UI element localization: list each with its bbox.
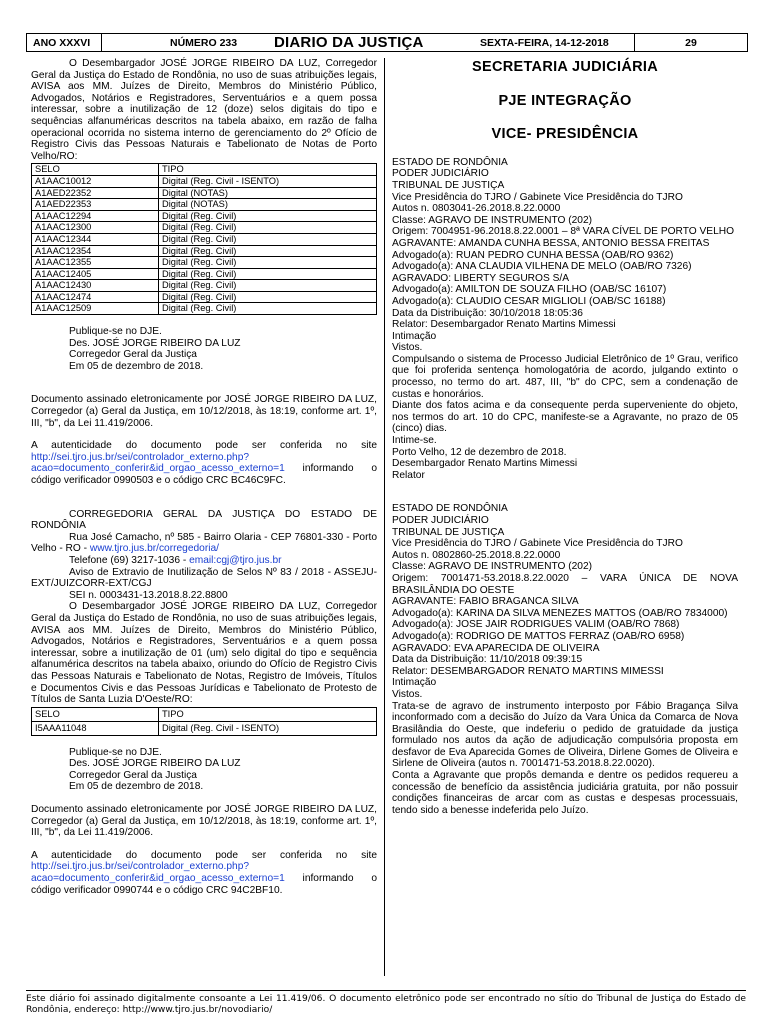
case-line: Relator: DESEMBARGADOR RENATO MARTINS MIMESSI bbox=[392, 665, 664, 677]
section-title-secretaria: SECRETARIA JUDICIÁRIA bbox=[472, 59, 658, 75]
notice2-sig-role: Corregedor Geral da Justiça bbox=[69, 769, 197, 781]
table-header-tipo: TIPO bbox=[159, 164, 377, 176]
case-line: Vice Presidência do TJRO / Gabinete Vice Presidência do TJRO bbox=[392, 191, 683, 203]
notice1-intro: O Desembargador JOSÉ JORGE RIBEIRO DA LUZ, Corregedor Geral da Justiça do Estado de Rondônia, no uso de suas atribuições legais, AVISA aos MM. Juízes de Direito, Membros do Ministério Público, Advogados, Notários e Registradores, Serventuários e a quem possa interessar, sobre a inutilização de 12 (doze) selos digitais do tipo e sequências alfanuméricas descritos na tabela abaixo, em razão de falha operacional ocorrida no sistema interno de gerenciamento do 2º Ofício de Registro Civis das Pessoas Naturais e Tabelionato de Notas de Porto Velho/RO: bbox=[31, 58, 377, 162]
selo-cell: A1AED22353 bbox=[32, 199, 159, 211]
table-row bbox=[32, 291, 377, 303]
notice1-selos-table bbox=[31, 163, 377, 315]
selo-cell: A1AAC12300 bbox=[32, 222, 159, 234]
table-row bbox=[32, 222, 377, 234]
case-line: Data da Distribuição: 30/10/2018 18:05:36 bbox=[392, 307, 583, 319]
case-line: AGRAVADO: EVA APARECIDA DE OLIVEIRA bbox=[392, 642, 600, 654]
notice2-sig-publique: Publique-se no DJE. bbox=[69, 746, 162, 758]
case-line: Advogado(a): KARINA DA SILVA MENEZES MATTOS (OAB/RO 7834000) bbox=[392, 607, 728, 619]
selo-cell: A1AAC12509 bbox=[32, 303, 159, 315]
case-line: PODER JUDICIÁRIO bbox=[392, 515, 489, 526]
case-line: Advogado(a): AMILTON DE SOUZA FILHO (OAB/SC 16107) bbox=[392, 284, 667, 296]
selo-cell: A1AAC12355 bbox=[32, 257, 159, 269]
case-line: AGRAVANTE: AMANDA CUNHA BESSA, ANTONIO BESSA FREITAS bbox=[392, 237, 710, 249]
case-line: Origem: 7001471-53.2018.8.22.0020 – VARA ÚNICA DE NOVA BRASILÂNDIA DO OESTE bbox=[392, 572, 738, 596]
sei-verify-link[interactable]: http://sei.tjro.jus.br/sei/controlador_externo.php?acao=documento_conferir&id_orgao_acesso_externo=1 bbox=[31, 451, 285, 475]
auth-text: A autenticidade do documento pode ser conferida no site bbox=[31, 440, 377, 452]
page-header bbox=[26, 33, 748, 52]
header-title: DIARIO DA JUSTIÇA bbox=[274, 34, 424, 51]
page-footer: Este diário foi assinado digitalmente consoante a Lei 11.419/06. O documento eletrônico pode ser encontrado no sítio do Tribunal de Justiça do Estado de Rondônia, endereço: http://www.tjro.jus.br/novodiario/ bbox=[26, 990, 746, 1016]
notice1-autenticidade bbox=[31, 440, 377, 486]
table-row bbox=[32, 303, 377, 315]
table-header-row bbox=[32, 707, 377, 721]
column-divider bbox=[384, 58, 385, 976]
auth-text-post: informando o código verificador 0990744 e o código CRC 94C2BF10. bbox=[31, 873, 377, 896]
case-line: Autos n. 0803041-26.2018.8.22.0000 bbox=[392, 203, 561, 215]
case-line: Relator: Desembargador Renato Martins Mimessi bbox=[392, 319, 616, 331]
case-line: Vice Presidência do TJRO / Gabinete Vice Presidência do TJRO bbox=[392, 538, 683, 550]
case-line: AGRAVADO: LIBERTY SEGUROS S/A bbox=[392, 272, 570, 284]
email-link[interactable]: email:cgj@tjro.jus.br bbox=[189, 554, 282, 566]
table-row bbox=[32, 233, 377, 245]
case-line: Trata-se de agravo de instrumento interposto por Fábio Bragança Silva inconformado com a decisão do Juízo da Vara Única da Comarca de Nova Brasilândia do Oeste, que indeferiu o pedido de gratuidade da justiça formulado nos autos da ação de adjudicação compulsória proposta em desfavor de Eva Aparecida Gomes de Oliveira, Dirlene Gomes de Oliveira e Sirlene de Oliveira (autos n. 7001471-53.2018.8.22.0020). bbox=[392, 700, 738, 770]
case-line: Advogado(a): ANA CLAUDIA VILHENA DE MELO (OAB/RO 7326) bbox=[392, 261, 692, 273]
table-header-row bbox=[32, 164, 377, 176]
selo-cell: A1AAC10012 bbox=[32, 175, 159, 187]
case-line: Diante dos fatos acima e da consequente perda superveniente do objeto, nos termos do art. 10 do CPC, manifeste-se a Agravante, no prazo de 05 (cinco) dias. bbox=[392, 400, 738, 435]
tipo-cell: Digital (Reg. Civil) bbox=[159, 210, 377, 222]
tipo-cell: Digital (Reg. Civil) bbox=[159, 257, 377, 269]
auth-text-post: informando o código verificador 0990503 e o código CRC BC46C9FC. bbox=[31, 463, 377, 486]
tipo-cell: Digital (Reg. Civil) bbox=[159, 303, 377, 315]
table-row bbox=[32, 280, 377, 292]
selo-cell: I5AAA11048 bbox=[32, 721, 159, 735]
case-line: Advogado(a): CLAUDIO CESAR MIGLIOLI (OAB/SC 16188) bbox=[392, 295, 666, 307]
selo-cell: A1AAC12344 bbox=[32, 233, 159, 245]
case1 bbox=[392, 157, 738, 482]
header-date: SEXTA-FEIRA, 14-12-2018 bbox=[480, 36, 609, 49]
notice1-assinado: Documento assinado eletronicamente por JOSÉ JORGE RIBEIRO DA LUZ, Corregedor (a) Geral da Justiça, em 10/12/2018, às 18:19, conforme art. 1º, III, "b", da Lei 11.419/2006. bbox=[31, 394, 377, 429]
case-line: Origem: 7004951-96.2018.8.22.0001 – 8ª VARA CÍVEL DE PORTO VELHO bbox=[392, 226, 735, 238]
table-header-tipo: TIPO bbox=[159, 707, 377, 721]
selo-cell: A1AAC12405 bbox=[32, 268, 159, 280]
tipo-cell: Digital (Reg. Civil) bbox=[159, 245, 377, 257]
case-line: Advogado(a): JOSE JAIR RODRIGUES VALIM (OAB/RO 7868) bbox=[392, 619, 680, 631]
section-title-vice-presidencia: VICE- PRESIDÊNCIA bbox=[491, 126, 639, 143]
notice2-sig-name: Des. JOSÉ JORGE RIBEIRO DA LUZ bbox=[69, 758, 241, 770]
phone-text: Telefone (69) 3217-1036 - bbox=[69, 554, 190, 566]
notice2-aviso: Aviso de Extravio de Inutilização de Selos Nº 83 / 2018 - ASSEJU-EXT/JUIZCORR-EXT/CGJ bbox=[31, 566, 377, 590]
tipo-cell: Digital (Reg. Civil) bbox=[159, 268, 377, 280]
section-title-pje: PJE INTEGRAÇÃO bbox=[498, 92, 632, 109]
case-line: Intimação bbox=[392, 330, 437, 342]
table-header-selo: SELO bbox=[32, 707, 159, 721]
case-line: Vistos. bbox=[392, 688, 423, 700]
selo-cell: A1AAC12474 bbox=[32, 291, 159, 303]
selo-cell: A1AED22352 bbox=[32, 187, 159, 199]
case-line: Classe: AGRAVO DE INSTRUMENTO (202) bbox=[392, 214, 593, 226]
table-row bbox=[32, 268, 377, 280]
notice1-sig-role: Corregedor Geral da Justiça bbox=[69, 349, 197, 361]
case-line: Data da Distribuição: 11/10/2018 09:39:15 bbox=[392, 654, 583, 666]
header-ano: ANO XXXVI bbox=[27, 34, 102, 51]
case-line: Relator bbox=[392, 469, 425, 481]
case-line: Intime-se. bbox=[392, 435, 437, 447]
tipo-cell: Digital (NOTAS) bbox=[159, 199, 377, 211]
auth-text: A autenticidade do documento pode ser conferida no site bbox=[31, 849, 377, 861]
case-line: Intimação bbox=[392, 677, 437, 689]
case-line: Autos n. 0802860-25.2018.8.22.0000 bbox=[392, 549, 561, 561]
case-line: AGRAVANTE: FABIO BRAGANCA SILVA bbox=[392, 596, 579, 608]
case-line: Compulsando o sistema de Processo Judicial Eletrônico de 1º Grau, verifico que foi proferida sentença homologatória de acordo, julgando extinto o processo, no termo do art. 487, III, "b" do CPC, sem a condenação de custas e honorários. bbox=[392, 353, 738, 400]
case-line: Advogado(a): RODRIGO DE MATTOS FERRAZ (OAB/RO 6958) bbox=[392, 630, 685, 642]
case-line: Porto Velho, 12 de dezembro de 2018. bbox=[392, 446, 567, 458]
case-line: TRIBUNAL DE JUSTIÇA bbox=[392, 179, 505, 191]
table-row bbox=[32, 245, 377, 257]
notice2-autenticidade bbox=[31, 850, 377, 896]
tipo-cell: Digital (Reg. Civil) bbox=[159, 291, 377, 303]
header-page-number: 29 bbox=[634, 34, 747, 51]
table-row bbox=[32, 257, 377, 269]
case-line: Conta a Agravante que propôs demanda e dentre os pedidos requereu a concessão de benefício da assistência judiciária gratuita, por não possuir condições financeiras de arcar com as custas e despesas processuais, tendo sido a benesse indeferida pelo Juízo. bbox=[392, 770, 738, 816]
selo-cell: A1AAC12294 bbox=[32, 210, 159, 222]
notice2-phone bbox=[31, 555, 377, 567]
tipo-cell: Digital (Reg. Civil) bbox=[159, 233, 377, 245]
notice2-assinado: Documento assinado eletronicamente por JOSÉ JORGE RIBEIRO DA LUZ, Corregedor (a) Geral da Justiça, em 10/12/2018, às 18:19, conforme art. 1º, III, "b", da Lei 11.419/2006. bbox=[31, 804, 377, 839]
notice2-address bbox=[31, 532, 377, 555]
tipo-cell: Digital (NOTAS) bbox=[159, 187, 377, 199]
tipo-cell: Digital (Reg. Civil) bbox=[159, 222, 377, 234]
right-column bbox=[392, 58, 738, 816]
tipo-cell: Digital (Reg. Civil - ISENTO) bbox=[159, 175, 377, 187]
corregedoria-link[interactable]: www.tjro.jus.br/corregedoria/ bbox=[89, 543, 219, 555]
notice2-heading: CORREGEDORIA GERAL DA JUSTIÇA DO ESTADO DE RONDÔNIA bbox=[31, 508, 377, 532]
case2 bbox=[392, 503, 738, 816]
case-line: Desembargador Renato Martins Mimessi bbox=[392, 458, 578, 470]
left-column bbox=[31, 58, 377, 896]
case-line: Classe: AGRAVO DE INSTRUMENTO (202) bbox=[392, 561, 593, 573]
notice2-sig-date: Em 05 de dezembro de 2018. bbox=[69, 781, 204, 793]
case-line: ESTADO DE RONDÔNIA bbox=[392, 156, 508, 168]
header-numero: NÚMERO 233 bbox=[170, 36, 238, 49]
case-line: ESTADO DE RONDÔNIA bbox=[392, 503, 508, 515]
notice2-sei: SEI n. 0003431-13.2018.8.22.8800 bbox=[69, 589, 228, 601]
address-text: Rua José Camacho, nº 585 - Bairro Olaria - CEP 76801-330 - Porto Velho - RO - bbox=[31, 531, 377, 555]
table-row bbox=[32, 175, 377, 187]
selo-cell: A1AAC12430 bbox=[32, 280, 159, 292]
case-line: TRIBUNAL DE JUSTIÇA bbox=[392, 526, 505, 538]
case-line: Advogado(a): RUAN PEDRO CUNHA BESSA (OAB/RO 9362) bbox=[392, 249, 674, 261]
sei-verify-link[interactable]: http://sei.tjro.jus.br/sei/controlador_externo.php?acao=documento_conferir&id_orgao_acesso_externo=1 bbox=[31, 861, 285, 885]
table-row bbox=[32, 210, 377, 222]
case-line: PODER JUDICIÁRIO bbox=[392, 168, 489, 180]
table-header-selo: SELO bbox=[32, 164, 159, 176]
notice2-intro: O Desembargador JOSÉ JORGE RIBEIRO DA LUZ, Corregedor Geral da Justiça do Estado de Rondônia, no uso de suas atribuições legais, AVISA aos MM. Juízes de Direito, Membros do Ministério Público, Advogados, Notários e Registradores, Serventuários e a quem possa interessar, sobre a inutilização de 01 (um) selo digital do tipo e sequência alfanumérica descritos na tabela abaixo, oriundo do Ofício de Registro Civis das Pessoas Naturais e Tabelionato de Notas, Registro de Imóveis, Títulos e Documentos Civis e das Pessoas Jurídicas e Tabelionato de Protesto de Títulos de Santa Luzia D'Oeste/RO: bbox=[31, 601, 377, 706]
notice1-sig-publique: Publique-se no DJE. bbox=[69, 326, 162, 338]
selo-cell: A1AAC12354 bbox=[32, 245, 159, 257]
tipo-cell: Digital (Reg. Civil - ISENTO) bbox=[159, 721, 377, 735]
case-line: Vistos. bbox=[392, 342, 423, 354]
notice1-sig-name: Des. JOSÉ JORGE RIBEIRO DA LUZ bbox=[69, 337, 241, 349]
tipo-cell: Digital (Reg. Civil) bbox=[159, 280, 377, 292]
table-row bbox=[32, 199, 377, 211]
notice2-selos-table bbox=[31, 707, 377, 736]
table-row bbox=[32, 721, 377, 735]
notice1-sig-date: Em 05 de dezembro de 2018. bbox=[69, 360, 204, 372]
table-row bbox=[32, 187, 377, 199]
